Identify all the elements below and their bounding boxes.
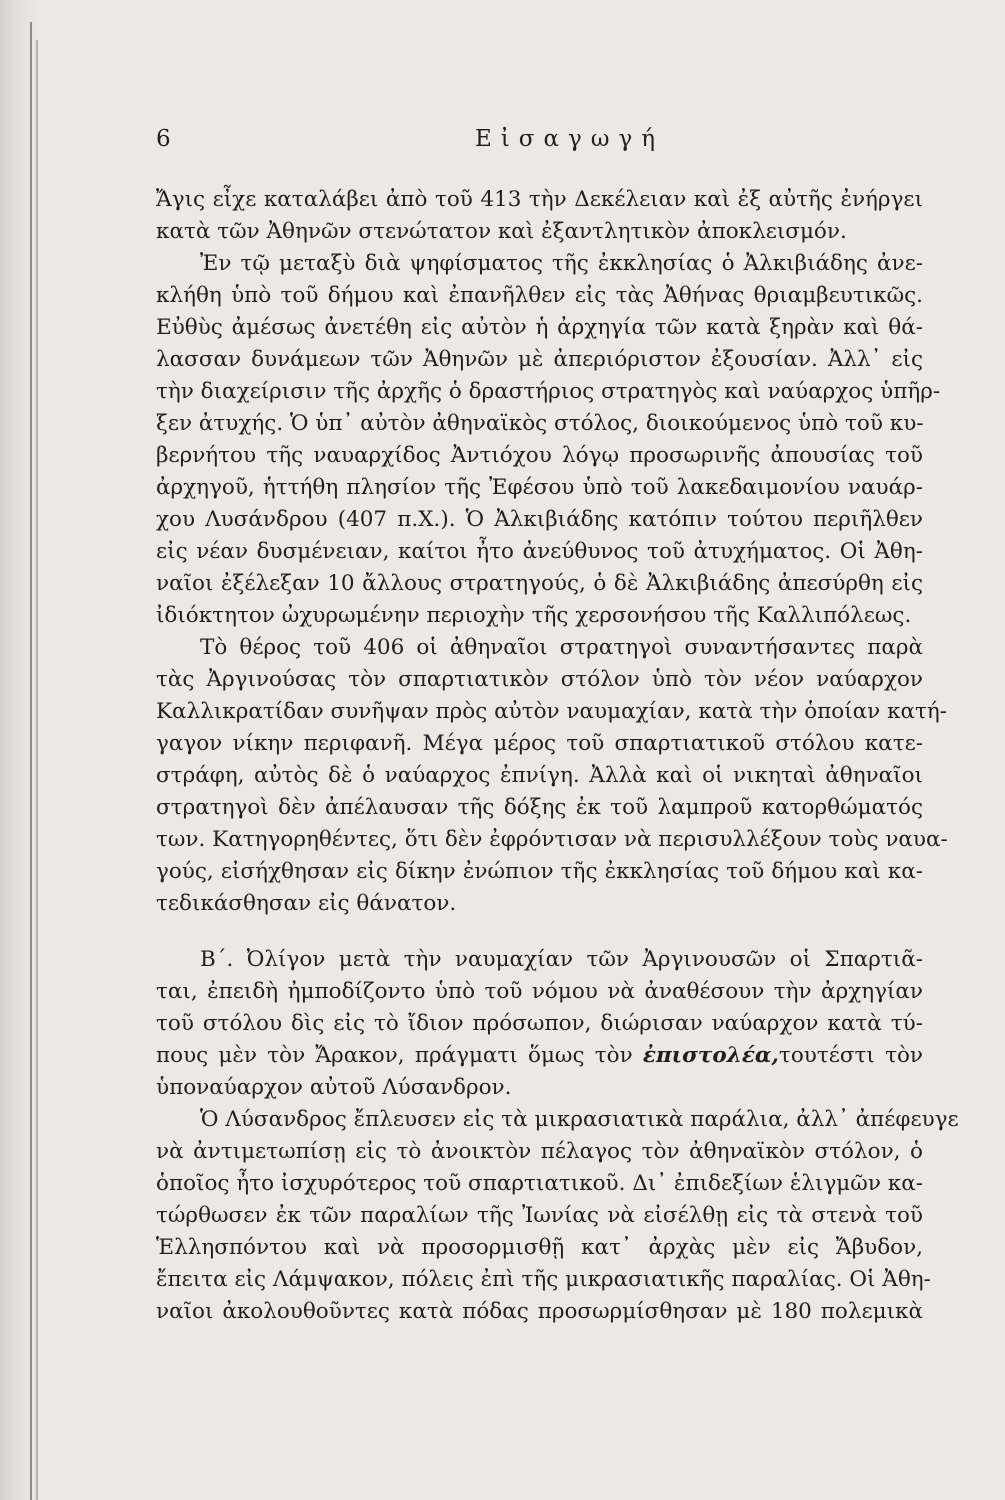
- text-line: Ἐν τῷ μεταξὺ διὰ ψηφίσματος τῆς ἐκκλησίας ὁ Ἀλκιβιάδης ἀνε-: [200, 251, 923, 276]
- text-line: στράφη, αὐτὸς δὲ ὁ ναύαρχος ἐπνίγη. Ἀλλὰ καὶ οἱ νικηταὶ ἀθηναῖοι: [156, 763, 923, 788]
- text-segment: τουτέστι τὸν: [778, 1043, 924, 1068]
- text-line: ἔπειτα εἰς Λάμψακον, πόλεις ἐπὶ τῆς μικρασιατικῆς παραλίας. Οἱ Ἀθη-: [156, 1267, 931, 1292]
- page-number: 6: [156, 126, 171, 152]
- text-segment: πους μὲν τὸν Ἄρακον, πράγματι ὅμως τὸν: [156, 1043, 643, 1068]
- text-line: νὰ ἀντιμετωπίσῃ εἰς τὸ ἀνοικτὸν πέλαγος τὸν ἀθηναϊκὸν στόλον, ὁ: [156, 1139, 923, 1164]
- emphasized-word: ἐπιστολέα,: [642, 1043, 779, 1068]
- text-line: στρατηγοὶ δὲν ἀπέλαυσαν τῆς δόξης ἐκ τοῦ λαμπροῦ κατορθώματός: [156, 795, 923, 820]
- text-line: των. Κατηγορηθέντες, ὅτι δὲν ἐφρόντισαν νὰ περισυλλέξουν τοὺς ναυα-: [156, 827, 948, 852]
- text-line: Ἄγις εἶχε καταλάβει ἀπὸ τοῦ 413 τὴν Δεκέλειαν καὶ ἐξ αὐτῆς ἐνήργει: [156, 187, 923, 212]
- text-line: ναῖοι ἐξέλεξαν 10 ἄλλους στρατηγούς, ὁ δὲ Ἀλκιβιάδης ἀπεσύρθη εἰς: [156, 571, 923, 596]
- text-line: ται, ἐπειδὴ ἠμποδίζοντο ὑπὸ τοῦ νόμου νὰ ἀναθέσουν τὴν ἀρχηγίαν: [156, 979, 923, 1004]
- text-line: ὑποναύαρχον αὐτοῦ Λύσανδρον.: [156, 1075, 512, 1100]
- text-line: γαγον νίκην περιφανῆ. Μέγα μέρος τοῦ σπαρτιατικοῦ στόλου κατε-: [156, 731, 923, 756]
- text-line: χου Λυσάνδρου (407 π.Χ.). Ὁ Ἀλκιβιάδης κατόπιν τούτου περιῆλθεν: [156, 507, 923, 532]
- text-line: τώρθωσεν ἐκ τῶν παραλίων τῆς Ἰωνίας νὰ εἰσέλθῃ εἰς τὰ στενὰ τοῦ: [156, 1203, 923, 1228]
- text-line: Τὸ θέρος τοῦ 406 οἱ ἀθηναῖοι στρατηγοὶ συναντήσαντες παρὰ: [200, 635, 923, 660]
- paragraph: [156, 1104, 959, 1328]
- text-line: Ὁ Λύσανδρος ἔπλευσεν εἰς τὰ μικρασιατικὰ παράλια, ἀλλ᾿ ἀπέφευγε: [200, 1107, 959, 1132]
- text-line: λασσαν δυνάμεων τῶν Ἀθηνῶν μὲ ἀπεριόριστον ἐξουσίαν. Ἀλλ᾿ εἰς: [156, 347, 923, 372]
- running-title: Εἰσαγωγή: [474, 126, 665, 152]
- paragraph: [156, 184, 923, 248]
- text-line: Ἑλλησπόντου καὶ νὰ προσορμισθῇ κατ᾿ ἀρχὰς μὲν εἰς Ἄβυδον,: [156, 1235, 923, 1260]
- paragraph: [156, 632, 948, 920]
- text-line: Εὐθὺς ἀμέσως ἀνετέθη εἰς αὐτὸν ἡ ἀρχηγία τῶν κατὰ ξηρὰν καὶ θά-: [156, 315, 923, 340]
- text-line: ἀρχηγοῦ, ἡττήθη πλησίον τῆς Ἐφέσου ὑπὸ τοῦ λακεδαιμονίου ναυάρ-: [156, 475, 923, 500]
- page-header: [156, 126, 923, 166]
- text-line: γούς, εἰσήχθησαν εἰς δίκην ἐνώπιον τῆς ἐκκλησίας τοῦ δήμου καὶ κα-: [156, 859, 923, 884]
- text-line: ξεν ἀτυχής. Ὁ ὑπ᾿ αὐτὸν ἀθηναϊκὸς στόλος, διοικούμενος ὑπὸ τοῦ κυ-: [156, 411, 924, 436]
- text-line: Β΄. Ὀλίγον μετὰ τὴν ναυμαχίαν τῶν Ἀργινουσῶν οἱ Σπαρτιᾶ-: [200, 947, 923, 972]
- page-body: [156, 184, 959, 1328]
- page-edge-line: [30, 22, 32, 1500]
- text-line: τὰς Ἀργινούσας τὸν σπαρτιατικὸν στόλον ὑπὸ τὸν νέον ναύαρχον: [156, 667, 923, 692]
- paragraph: [156, 248, 941, 632]
- text-line: τοῦ στόλου δὶς εἰς τὸ ἴδιον πρόσωπον, διώρισαν ναύαρχον κατὰ τύ-: [156, 1011, 923, 1036]
- text-line: βερνήτου τῆς ναυαρχίδος Ἀντιόχου λόγῳ προσωρινῆς ἀπουσίας τοῦ: [156, 443, 923, 468]
- text-line: ναῖοι ἀκολουθοῦντες κατὰ πόδας προσωρμίσθησαν μὲ 180 πολεμικὰ: [156, 1299, 923, 1324]
- text-line: εἰς νέαν δυσμένειαν, καίτοι ἦτο ἀνεύθυνος τοῦ ἀτυχήματος. Οἱ Ἀθη-: [156, 539, 923, 564]
- page-binding-edge: [0, 0, 40, 1500]
- text-line-with-emphasis: [156, 1040, 923, 1072]
- text-line: Καλλικρατίδαν συνῆψαν πρὸς αὐτὸν ναυμαχίαν, κατὰ τὴν ὁποίαν κατή-: [156, 699, 948, 724]
- text-line: τὴν διαχείρισιν τῆς ἀρχῆς ὁ δραστήριος στρατηγὸς καὶ ναύαρχος ὑπῆρ-: [156, 379, 941, 404]
- text-line: ὁποῖος ἦτο ἰσχυρότερος τοῦ σπαρτιατικοῦ. Δι᾿ ἐπιδεξίων ἑλιγμῶν κα-: [156, 1171, 923, 1196]
- text-line: κατὰ τῶν Ἀθηνῶν στενώτατον καὶ ἐξαντλητικὸν ἀποκλεισμόν.: [156, 219, 847, 244]
- section-gap: [156, 920, 923, 944]
- text-line: τεδικάσθησαν εἰς θάνατον.: [156, 891, 457, 916]
- page-edge-line: [36, 40, 38, 1500]
- text-line: κλήθη ὑπὸ τοῦ δήμου καὶ ἐπανῆλθεν εἰς τὰς Ἀθήνας θριαμβευτικῶς.: [156, 283, 923, 308]
- paragraph: [156, 944, 923, 1104]
- text-line: ἰδιόκτητον ὠχυρωμένην περιοχὴν τῆς χερσονήσου τῆς Καλλιπόλεως.: [156, 603, 912, 628]
